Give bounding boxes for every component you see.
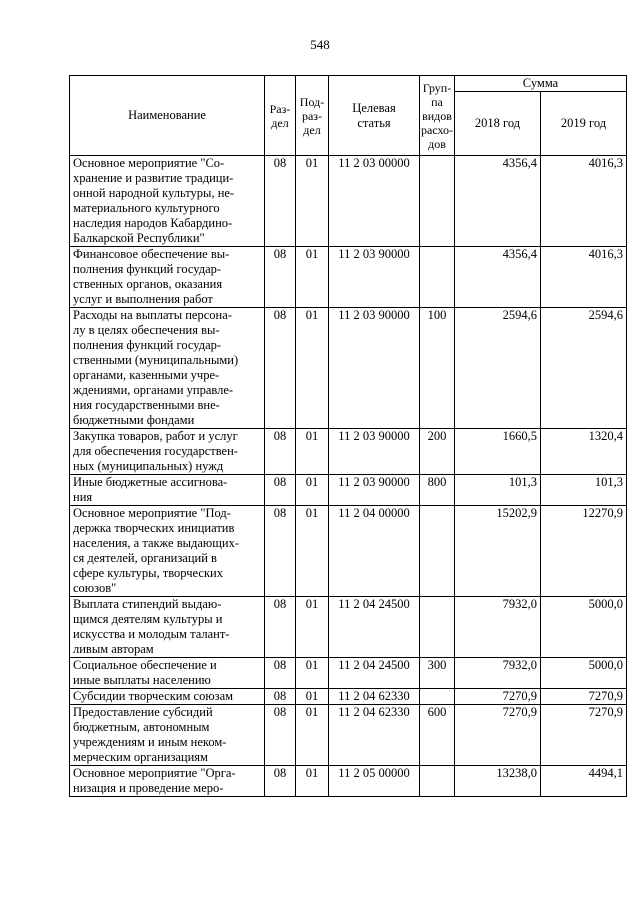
row-target: 11 2 04 62330 [329,689,420,705]
table-row [70,597,627,658]
row-subsection: 01 [296,658,329,689]
row-sum-2018: 15202,9 [455,506,541,597]
row-sum-2019: 2594,6 [541,308,627,429]
row-sum-2018: 7270,9 [455,705,541,766]
header-section: Раз- дел [265,76,296,156]
row-target: 11 2 03 90000 [329,247,420,308]
row-sum-2019: 7270,9 [541,705,627,766]
row-name: Основное мероприятие "Со- хранение и развитие традици- онной народной культуры, не- материального культурного наследия народов Кабардино- Балкарской Республики" [70,156,265,247]
row-section: 08 [265,247,296,308]
row-section: 08 [265,705,296,766]
row-group [420,597,455,658]
row-section: 08 [265,689,296,705]
row-name: Основное мероприятие "Орга- низация и проведение меро- [70,766,265,797]
row-group: 200 [420,429,455,475]
row-sum-2018: 2594,6 [455,308,541,429]
row-section: 08 [265,308,296,429]
row-name: Иные бюджетные ассигнова- ния [70,475,265,506]
table-row [70,689,627,705]
row-subsection: 01 [296,689,329,705]
row-subsection: 01 [296,429,329,475]
budget-table [69,75,627,797]
page-number: 548 [310,37,330,52]
row-name: Выплата стипендий выдаю- щимся деятелям культуры и искусства и молодым талант- ливым авторам [70,597,265,658]
row-section: 08 [265,658,296,689]
row-name: Субсидии творческим союзам [70,689,265,705]
row-name: Предоставление субсидий бюджетным, автономным учреждениям и иным неком- мерческим организациям [70,705,265,766]
row-target: 11 2 04 24500 [329,658,420,689]
row-sum-2018: 4356,4 [455,247,541,308]
row-sum-2018: 1660,5 [455,429,541,475]
row-target: 11 2 04 62330 [329,705,420,766]
row-target: 11 2 03 00000 [329,156,420,247]
row-group: 600 [420,705,455,766]
table-row [70,156,627,247]
row-sum-2019: 5000,0 [541,597,627,658]
row-name: Основное мероприятие "Под- держка творческих инициатив населения, а также выдающих- ся деятелей, организаций в сфере культуры, творческих союзов" [70,506,265,597]
row-name: Финансовое обеспечение вы- полнения функций государ- ственных органов, оказания услуг и выполнения работ [70,247,265,308]
row-sum-2019: 101,3 [541,475,627,506]
row-name: Социальное обеспечение и иные выплаты населению [70,658,265,689]
table-row [70,705,627,766]
row-section: 08 [265,506,296,597]
row-section: 08 [265,156,296,247]
row-target: 11 2 04 24500 [329,597,420,658]
row-sum-2018: 4356,4 [455,156,541,247]
header-group: Груп- па видов расхо- дов [420,76,455,156]
row-group: 800 [420,475,455,506]
table-row [70,429,627,475]
row-subsection: 01 [296,705,329,766]
row-sum-2018: 7932,0 [455,658,541,689]
row-target: 11 2 04 00000 [329,506,420,597]
row-target: 11 2 03 90000 [329,475,420,506]
row-target: 11 2 05 00000 [329,766,420,797]
row-target: 11 2 03 90000 [329,308,420,429]
row-sum-2018: 101,3 [455,475,541,506]
header-target: Целевая статья [329,76,420,156]
row-subsection: 01 [296,766,329,797]
table-row [70,506,627,597]
row-group [420,247,455,308]
row-group [420,689,455,705]
row-group [420,156,455,247]
row-section: 08 [265,475,296,506]
row-subsection: 01 [296,247,329,308]
row-subsection: 01 [296,475,329,506]
row-sum-2019: 4016,3 [541,247,627,308]
row-section: 08 [265,429,296,475]
row-subsection: 01 [296,597,329,658]
row-name: Расходы на выплаты персона- лу в целях обеспечения вы- полнения функций государ- ственными (муниципальными) органами, казенными учре- ждениями, органами управле- ния государственными вне- бюджетными фондами [70,308,265,429]
row-sum-2018: 7932,0 [455,597,541,658]
header-subsection: Под- раз- дел [296,76,329,156]
row-name: Закупка товаров, работ и услуг для обеспечения государствен- ных (муниципальных) нужд [70,429,265,475]
table-row [70,658,627,689]
header-sum: Сумма [455,76,627,92]
table-row [70,308,627,429]
row-group: 100 [420,308,455,429]
header-2018: 2018 год [455,92,541,156]
row-sum-2019: 1320,4 [541,429,627,475]
row-target: 11 2 03 90000 [329,429,420,475]
row-subsection: 01 [296,506,329,597]
row-subsection: 01 [296,156,329,247]
header-name: Наименование [70,76,265,156]
table-row [70,475,627,506]
header-2019: 2019 год [541,92,627,156]
row-sum-2018: 13238,0 [455,766,541,797]
row-section: 08 [265,597,296,658]
row-group [420,766,455,797]
row-group [420,506,455,597]
row-sum-2019: 5000,0 [541,658,627,689]
row-section: 08 [265,766,296,797]
row-sum-2019: 12270,9 [541,506,627,597]
row-subsection: 01 [296,308,329,429]
table-row [70,766,627,797]
row-sum-2019: 7270,9 [541,689,627,705]
row-sum-2019: 4494,1 [541,766,627,797]
table-row [70,247,627,308]
row-sum-2018: 7270,9 [455,689,541,705]
row-group: 300 [420,658,455,689]
row-sum-2019: 4016,3 [541,156,627,247]
